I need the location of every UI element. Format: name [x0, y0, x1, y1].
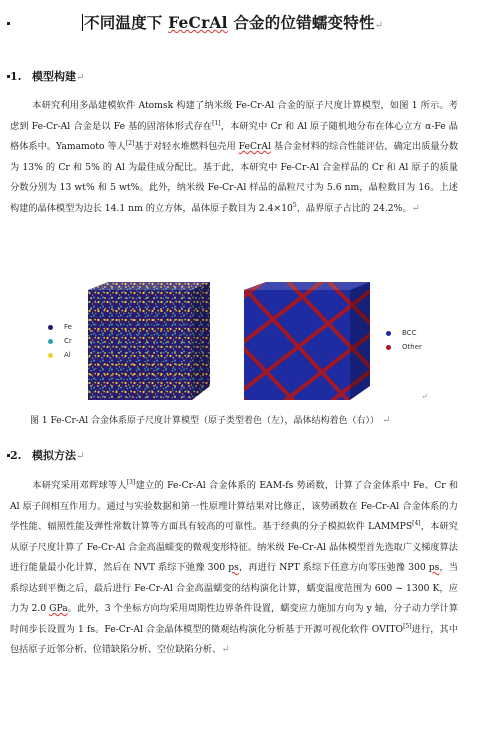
paragraph-mark: ↵: [76, 451, 85, 462]
legend-swatch: [386, 345, 391, 350]
section-1-heading: [10, 68, 84, 84]
paragraph-mark: ↵: [421, 392, 428, 401]
title-prefix: 不同温度下: [84, 13, 169, 32]
title-suffix: 合金的位错蠕变特性: [227, 13, 375, 32]
citation: [1]: [212, 119, 221, 127]
citation: [3]: [126, 478, 136, 486]
legend-swatch: [48, 353, 53, 358]
citation: [2]: [125, 139, 135, 147]
legend-item: Other: [386, 340, 422, 354]
section-number: 2.: [10, 449, 22, 462]
legend-item: Fe: [48, 320, 72, 334]
paragraph-mark: ↵: [76, 72, 85, 83]
title-alloy: FeCrAl: [168, 13, 228, 32]
figure-caption: 图 1 Fe-Cr-Al 合金体系原子尺度计算模型（原子类型着色（左），晶体结构着色（右）） ↵: [30, 415, 391, 426]
exponent: 5: [292, 201, 297, 209]
citation: [5]: [403, 622, 412, 630]
legend-item: BCC: [386, 326, 422, 340]
crystal-structure-cube-image: [244, 282, 370, 400]
figure-1: [40, 282, 440, 402]
atom-type-cube-image: [88, 282, 210, 400]
section-2-heading: [10, 447, 84, 463]
paragraph-mark: ↵: [374, 20, 384, 31]
legend-swatch: [386, 331, 391, 336]
legend-swatch: [48, 325, 53, 330]
legend-crystal-structure: [386, 326, 422, 354]
document-title[interactable]: [82, 11, 412, 33]
paragraph-method: 本研究采用邓辉球等人[3]建立的 Fe-Cr-Al 合金体系的 EAM-fs 势函数，计算了合金体系中 Fe、Cr 和 Al 原子间相互作用力。通过与实验数据和第一性原理计算结果对比修正，该势函数在 Fe-Cr-Al 合金体系的力学性能、辐照性能及弹性常数计算等方面具有较高的可靠性。基于经典的分子模拟软件 LAMMPS[4]，本研究从原子尺度计算了 Fe-Cr-Al 合金高温蠕变的微观变形特征。纳米级 Fe-Cr-Al 晶体模型首先选取广义梯度算法进行能量最小化计算，然后在 NVT 系综下弛豫 300 ps，再进行 NPT 系综下任意方向零压弛豫 300 ps，当系综达到平衡之后，最后进行 Fe-Cr-Al 合金高温蠕变的结构演化计算，蠕变温度范围为 600 ~ 1300 K，应力为 2.0 GPa。此外，3 个坐标方向均采用周期性边界条件设置，蠕变应力施加方向为 y 轴，分子动力学计算时间步长设置为 1 fs。Fe-Cr-Al 合金晶体模型的微观结构演化分析基于开源可视化软件 OVITO[5]进行，其中包括原子近邻分析、位错缺陷分析、空位缺陷分析、↵: [10, 478, 459, 655]
legend-item: Cr: [48, 334, 72, 348]
text-cursor: [82, 14, 83, 31]
section-title: 模拟方法: [32, 449, 76, 462]
citation: [4]: [412, 519, 421, 527]
section-number: 1.: [10, 70, 22, 83]
paragraph-model: 本研究利用多晶建模软件 Atomsk 构建了纳米级 Fe-Cr-Al 合金的原子尺度计算模型，如图 1 所示。考虑到 Fe-Cr-Al 合金是以 Fe 基的固溶体形式存在[1]，本研究中 Cr 和 Al 原子随机地分布在体心立方 α-Fe 晶格体系中。Yamamoto 等人[2]基于对轻水堆燃料包壳用 FeCrAl 基合金材料的综合性能评估，确定出质量分数为 13% 的 Cr 和 5% 的 Al 为最佳成分配比。基于此，本研究中 Fe-Cr-Al 合金样品的 Cr 和 Al 原子的质量分数分别为 13 wt% 和 5 wt%。此外，纳米级 Fe-Cr-Al 样品的晶粒尺寸为 5.6 nm，晶粒数目为 16。上述构建的晶体模型为边长 14.1 nm 的立方体，晶体原子数目为 $2.4\times 10^5$，晶界原子占比的 24.2%。↵: [10, 100, 459, 214]
legend-atom-types: [48, 320, 72, 362]
section-title: 模型构建: [32, 70, 76, 83]
list-bullet: [7, 22, 10, 25]
legend-item: Al: [48, 348, 72, 362]
legend-swatch: [48, 339, 53, 344]
